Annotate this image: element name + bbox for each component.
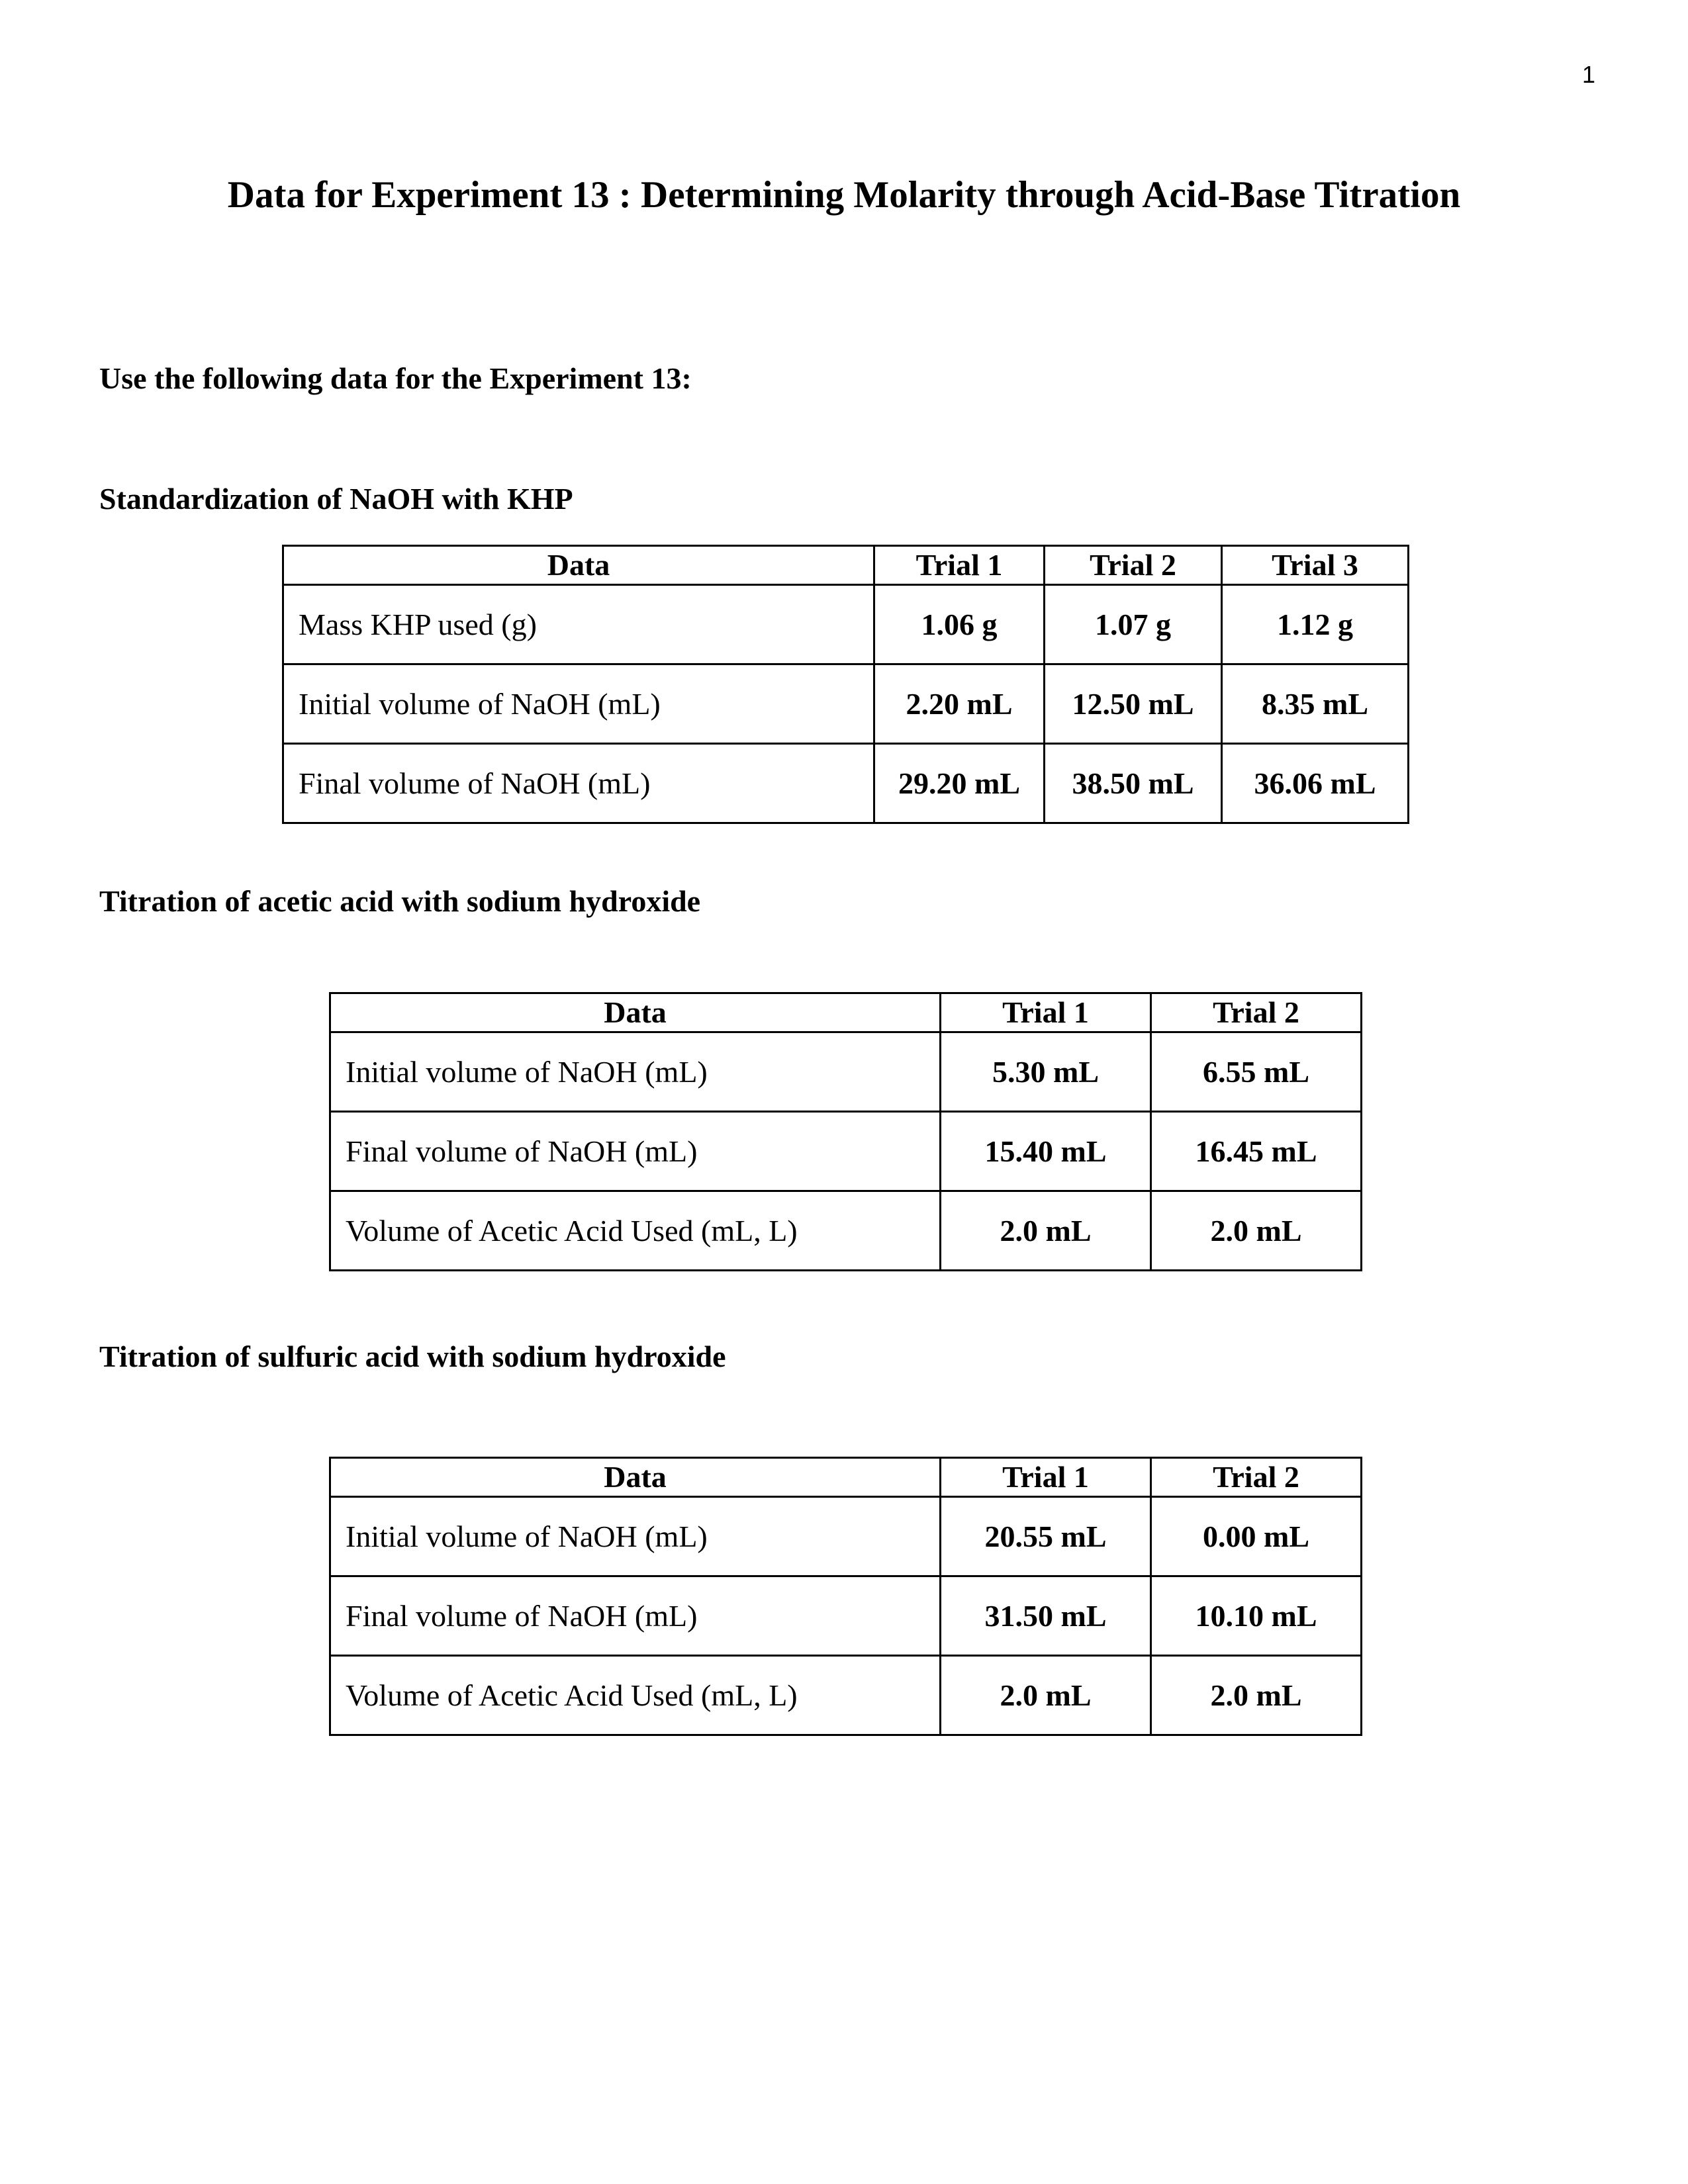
row-label: Final volume of NaOH (mL)	[330, 1112, 941, 1191]
cell-value: 36.06 mL	[1222, 744, 1409, 823]
acetic-acid-heading: Titration of acetic acid with sodium hydroxide	[99, 884, 701, 918]
cell-value: 2.0 mL	[941, 1191, 1151, 1271]
sulfuric-acid-table	[329, 1457, 1362, 1736]
column-header-data: Data	[330, 1458, 941, 1497]
cell-value: 1.06 g	[874, 585, 1045, 664]
cell-value: 12.50 mL	[1045, 664, 1222, 744]
row-label: Final volume of NaOH (mL)	[330, 1576, 941, 1656]
table-row	[330, 1497, 1362, 1576]
cell-value: 10.10 mL	[1151, 1576, 1362, 1656]
cell-value: 2.0 mL	[1151, 1191, 1362, 1271]
column-header-trial-3: Trial 3	[1222, 546, 1409, 585]
table-row	[330, 1112, 1362, 1191]
intro-text: Use the following data for the Experiment 13:	[99, 361, 692, 395]
cell-value: 1.07 g	[1045, 585, 1222, 664]
column-header-data: Data	[283, 546, 874, 585]
column-header-trial-1: Trial 1	[941, 1458, 1151, 1497]
cell-value: 6.55 mL	[1151, 1032, 1362, 1112]
row-label: Initial volume of NaOH (mL)	[330, 1497, 941, 1576]
column-header-data: Data	[330, 993, 941, 1032]
standardization-table	[282, 545, 1409, 824]
table-row	[283, 664, 1409, 744]
table-header-row	[330, 993, 1362, 1032]
standardization-heading: Standardization of NaOH with KHP	[99, 482, 573, 516]
table-row	[283, 744, 1409, 823]
row-label: Volume of Acetic Acid Used (mL, L)	[330, 1191, 941, 1271]
cell-value: 2.0 mL	[1151, 1656, 1362, 1735]
table-row	[330, 1191, 1362, 1271]
column-header-trial-2: Trial 2	[1151, 993, 1362, 1032]
cell-value: 31.50 mL	[941, 1576, 1151, 1656]
table-header-row	[330, 1458, 1362, 1497]
document-title: Data for Experiment 13 : Determining Molarity through Acid-Base Titration	[227, 174, 1461, 216]
cell-value: 8.35 mL	[1222, 664, 1409, 744]
table-row	[330, 1576, 1362, 1656]
cell-value: 0.00 mL	[1151, 1497, 1362, 1576]
column-header-trial-2: Trial 2	[1151, 1458, 1362, 1497]
table-row	[330, 1032, 1362, 1112]
row-label: Final volume of NaOH (mL)	[283, 744, 874, 823]
page-number: 1	[1581, 61, 1595, 88]
cell-value: 1.12 g	[1222, 585, 1409, 664]
cell-value: 29.20 mL	[874, 744, 1045, 823]
cell-value: 2.0 mL	[941, 1656, 1151, 1735]
row-label: Initial volume of NaOH (mL)	[283, 664, 874, 744]
cell-value: 5.30 mL	[941, 1032, 1151, 1112]
column-header-trial-1: Trial 1	[874, 546, 1045, 585]
cell-value: 20.55 mL	[941, 1497, 1151, 1576]
column-header-trial-1: Trial 1	[941, 993, 1151, 1032]
column-header-trial-2: Trial 2	[1045, 546, 1222, 585]
cell-value: 15.40 mL	[941, 1112, 1151, 1191]
row-label: Initial volume of NaOH (mL)	[330, 1032, 941, 1112]
cell-value: 2.20 mL	[874, 664, 1045, 744]
table-row	[283, 585, 1409, 664]
table-header-row	[283, 546, 1409, 585]
sulfuric-acid-heading: Titration of sulfuric acid with sodium hydroxide	[99, 1340, 726, 1373]
acetic-acid-table	[329, 992, 1362, 1271]
table-row	[330, 1656, 1362, 1735]
cell-value: 16.45 mL	[1151, 1112, 1362, 1191]
row-label: Volume of Acetic Acid Used (mL, L)	[330, 1656, 941, 1735]
cell-value: 38.50 mL	[1045, 744, 1222, 823]
row-label: Mass KHP used (g)	[283, 585, 874, 664]
